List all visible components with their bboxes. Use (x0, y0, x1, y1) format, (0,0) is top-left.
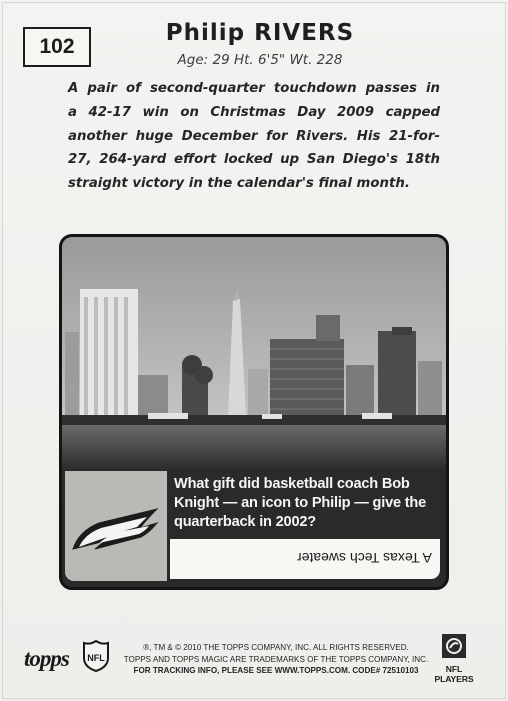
legal-line: TOPPS AND TOPPS MAGIC ARE TRADEMARKS OF THE TOPPS COMPANY, INC. (123, 654, 429, 664)
age-label: Age: (177, 52, 209, 68)
topps-logo: topps (24, 646, 69, 671)
nfl-shield-text: NFL (87, 653, 105, 663)
footer (0, 628, 508, 688)
trivia-answer-box (170, 539, 440, 579)
chargers-bolt-icon (65, 471, 167, 581)
legal-line: ®, TM & © 2010 THE TOPPS COMPANY, INC. ALL RIGHTS RESERVED. (143, 643, 409, 652)
weight-label: Wt. (289, 52, 313, 68)
height-label: Ht. (233, 52, 254, 68)
bio-line: another huge December for Rivers. His 21-for- (68, 128, 440, 144)
height-value: 6'5" (258, 52, 286, 68)
legal-text (120, 642, 432, 677)
trivia-question: What gift did basketball coach Bob Knight — an icon to Philip — give the quarterback in 2002? (174, 476, 427, 530)
bio-line: 27, 264-yard effort locked up San Diego's 18th (68, 152, 440, 168)
bio-line: straight victory in the calendar's final month. (68, 176, 410, 192)
team-logo-box (65, 471, 167, 581)
nfl-players-label: NFL PLAYERS (434, 664, 474, 684)
bio-line: a 42-17 win on Christmas Day 2009 capped (68, 104, 440, 120)
trivia-panel (62, 469, 446, 587)
player-stats (120, 52, 400, 68)
card-number: 102 (23, 27, 91, 67)
player-bio (68, 77, 440, 196)
nfl-shield-icon (82, 640, 110, 672)
weight-value: 228 (316, 52, 343, 68)
player-name: Philip RIVERS (165, 20, 355, 46)
city-skyline-photo (62, 237, 446, 469)
bio-line: A pair of second-quarter touchdown passes in (68, 81, 440, 96)
nfl-players-icon (441, 633, 467, 659)
trivia-answer: A Texas Tech sweater (297, 550, 432, 566)
photo-frame (59, 234, 449, 590)
legal-line: FOR TRACKING INFO, PLEASE SEE WWW.TOPPS.COM. CODE# 72510103 (133, 666, 419, 676)
age-value: 29 (212, 52, 230, 68)
